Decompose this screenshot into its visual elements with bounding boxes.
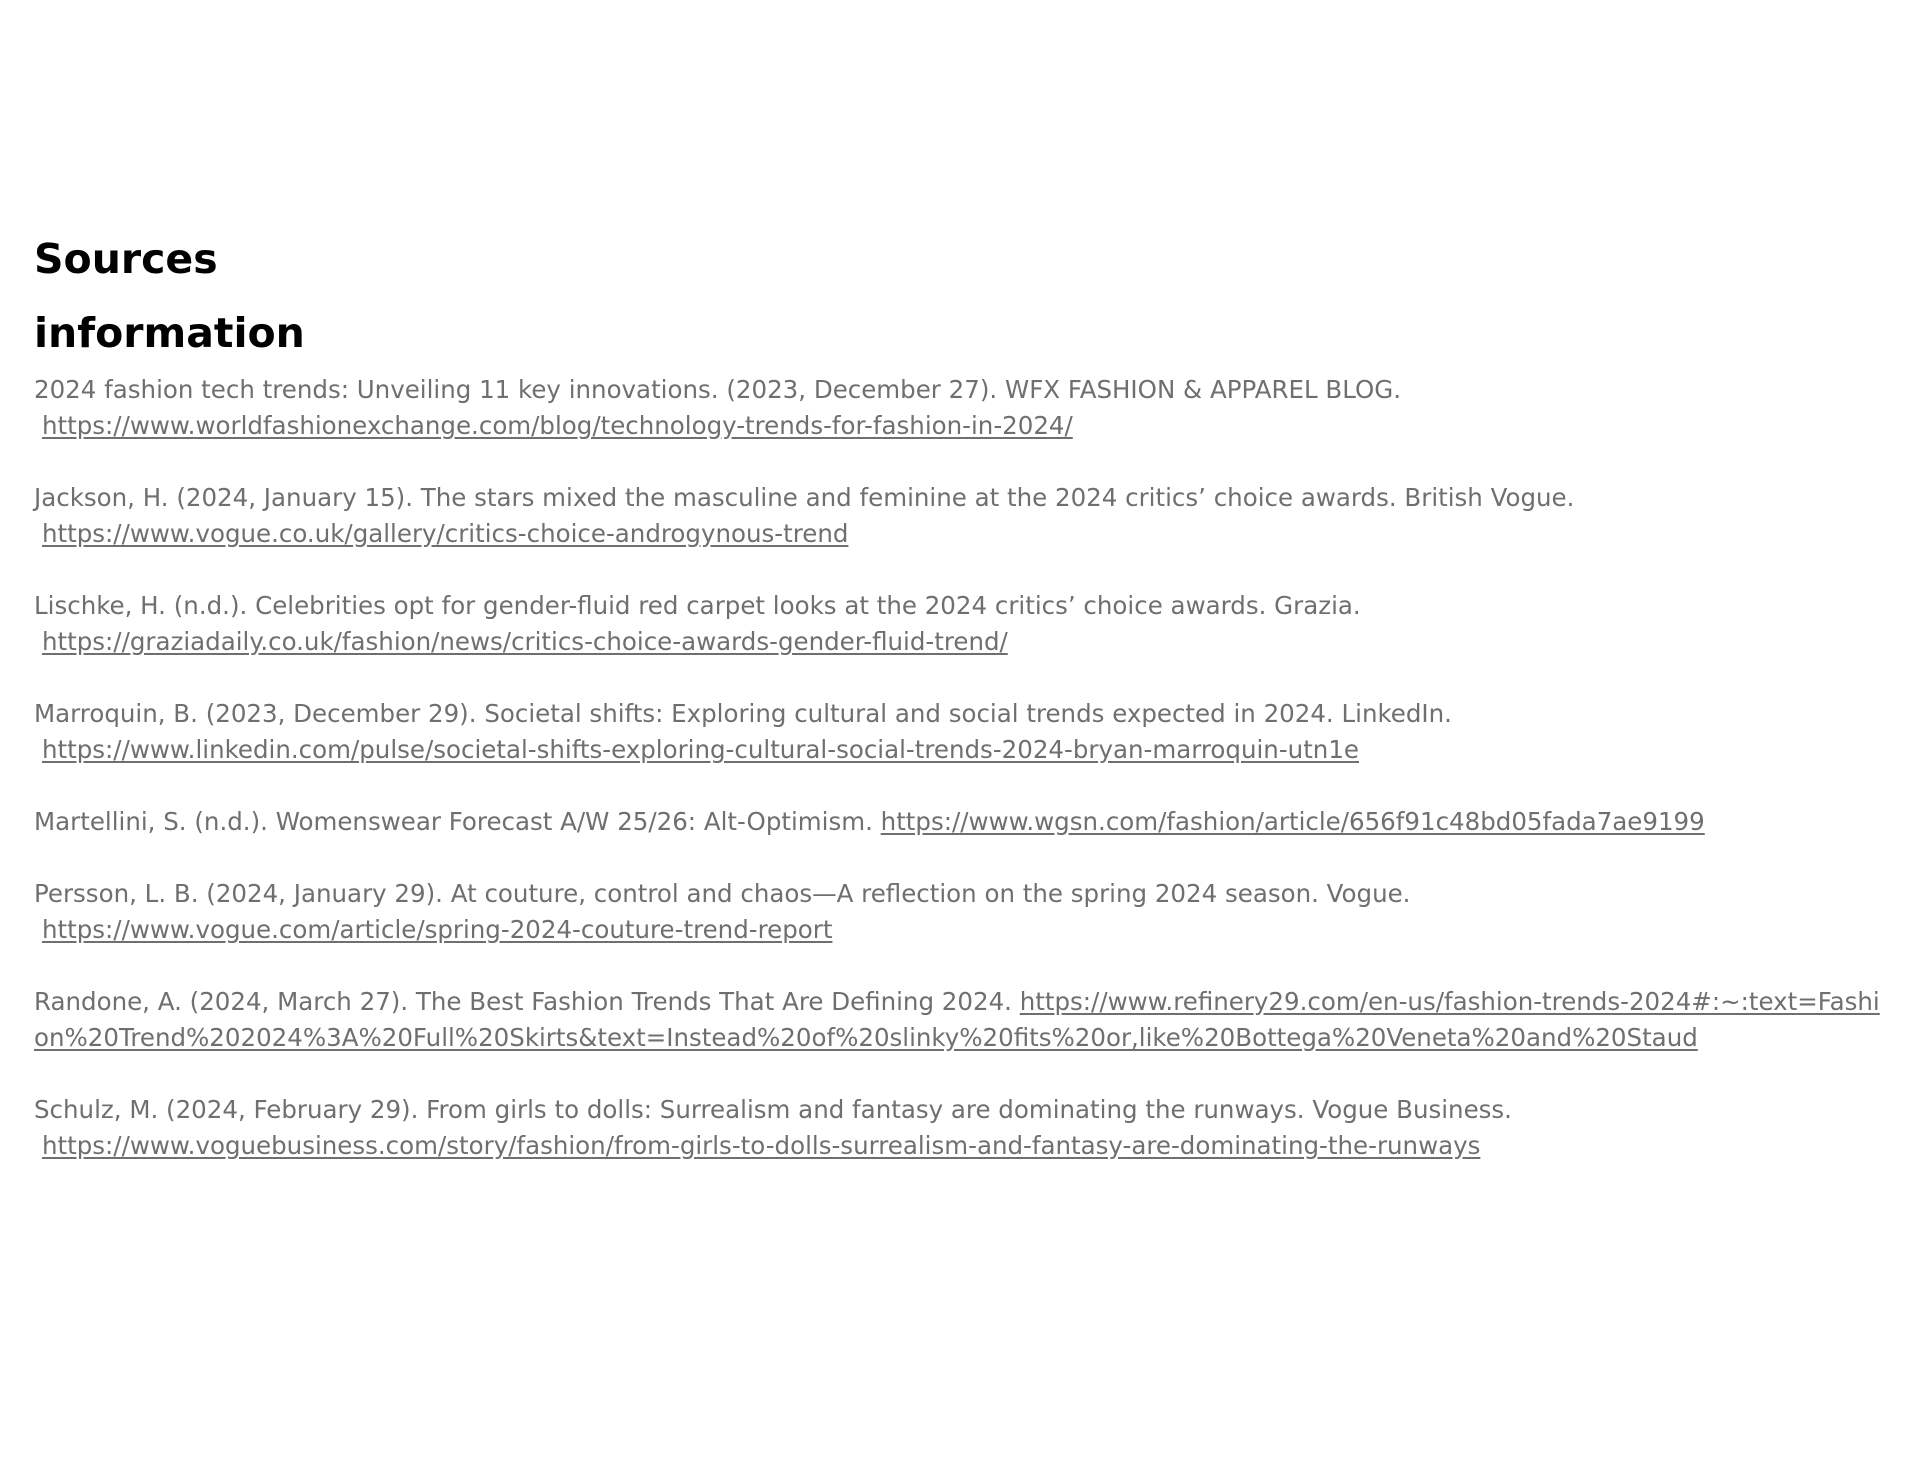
reference-link[interactable]: https://www.vogue.co.uk/gallery/critics-choice-androgynous-trend: [42, 519, 849, 548]
reference-list: [34, 372, 1894, 1164]
reference-citation: Marroquin, B. (2023, December 29). Societal shifts: Exploring cultural and social trends expected in 2024. LinkedIn.: [34, 699, 1452, 728]
reference-citation: Jackson, H. (2024, January 15). The stars mixed the masculine and feminine at the 2024 critics’ choice awards. British Vogue.: [34, 483, 1575, 512]
reference-link[interactable]: https://www.refinery29.com/en-us/fashion-trends-2024#:~:text=Fashion%20Trend%202024%3A%20Full%20Skirts&text=Instead%20of%20slinky%20fits%20or,like%20Bottega%20Veneta%20and%20Staud: [34, 987, 1880, 1052]
reference-link[interactable]: https://graziadaily.co.uk/fashion/news/critics-choice-awards-gender-fluid-trend/: [42, 627, 1008, 656]
reference-item: [34, 1092, 1894, 1164]
reference-link[interactable]: https://www.wgsn.com/fashion/article/656f91c48bd05fada7ae9199: [880, 807, 1705, 836]
reference-item: [34, 984, 1894, 1056]
reference-citation: 2024 fashion tech trends: Unveiling 11 key innovations. (2023, December 27). WFX FASHION & APPAREL BLOG.: [34, 375, 1402, 404]
reference-item: [34, 876, 1894, 948]
reference-citation: Randone, A. (2024, March 27). The Best Fashion Trends That Are Defining 2024.: [34, 987, 1012, 1016]
reference-item: [34, 372, 1894, 444]
reference-item: [34, 480, 1894, 552]
page-title-line-2: information: [34, 309, 305, 357]
reference-link[interactable]: https://www.worldfashionexchange.com/blog/technology-trends-for-fashion-in-2024/: [42, 411, 1073, 440]
reference-item: [34, 696, 1894, 768]
reference-link[interactable]: https://www.linkedin.com/pulse/societal-shifts-exploring-cultural-social-trends-2024-bryan-marroquin-utn1e: [42, 735, 1359, 764]
reference-citation: Persson, L. B. (2024, January 29). At couture, control and chaos—A reflection on the spring 2024 season. Vogue.: [34, 879, 1411, 908]
reference-link[interactable]: https://www.voguebusiness.com/story/fashion/from-girls-to-dolls-surrealism-and-fantasy-are-dominating-the-runways: [42, 1131, 1481, 1160]
reference-citation: Lischke, H. (n.d.). Celebrities opt for gender-fluid red carpet looks at the 2024 critics’ choice awards. Grazia.: [34, 591, 1361, 620]
reference-citation: Martellini, S. (n.d.). Womenswear Forecast A/W 25/26: Alt-Optimism.: [34, 807, 873, 836]
reference-citation: Schulz, M. (2024, February 29). From girls to dolls: Surrealism and fantasy are dominating the runways. Vogue Business.: [34, 1095, 1512, 1124]
sources-page: [34, 222, 1894, 1200]
reference-link[interactable]: https://www.vogue.com/article/spring-2024-couture-trend-report: [42, 915, 833, 944]
reference-item: [34, 804, 1894, 840]
reference-item: [34, 588, 1894, 660]
page-title-line-1: Sources: [34, 235, 218, 283]
